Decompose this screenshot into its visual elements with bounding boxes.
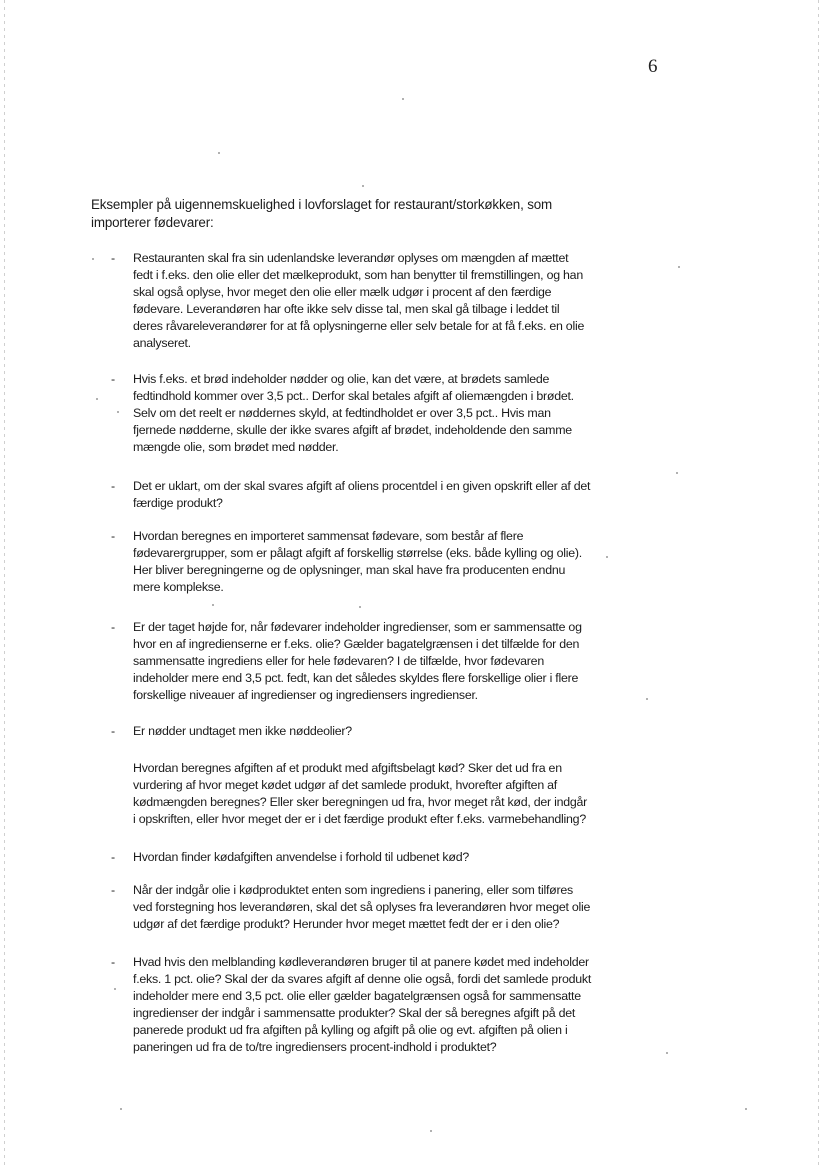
list-item-text: Hvad hvis den melblanding kødleverandøren bruger til at panere kødet med indeholder f.eks. 1 pct. olie? Skal der da svares afgift af denne olie også, fordi det samlede produkt indeholder mere end 3,5 pct. olie eller gælder bagatelgrænsen også for sammensatte ingredienser der indgår i sammensatte produkter? Skal der så beregnes afgift på det panerede produkt ud fra afgiften på kylling og afgift på olie og evt. afgiften på olien i paneringen ud fra de to/tre ingrediensers procent-indhold i produktet? bbox=[133, 955, 592, 1054]
list-item-text: Det er uklart, om der skal svares afgift af oliens procentdel i en given opskrift eller af det færdige produkt? bbox=[133, 479, 591, 510]
scan-speck bbox=[359, 606, 361, 608]
list-item-text: Hvordan finder kødafgiften anvendelse i forhold til udbenet kød? bbox=[133, 850, 469, 864]
bullet-dash: - bbox=[111, 251, 115, 265]
list-item-text: Når der indgår olie i kødproduktet enten som ingrediens i panering, eller som tilføres ved forstegning hos leverandøren, skal det så oplyses fra leverandøren hvor meget olie udgør af det færdige produkt? Herunder hvor meget mættet fedt der er i den olie? bbox=[133, 883, 591, 931]
scan-speck bbox=[362, 185, 364, 187]
document-heading: Eksempler på uigennemskuelighed i lovforslaget for restaurant/storkøkken, som importerer fødevarer: bbox=[91, 197, 553, 230]
list-item bbox=[133, 760, 591, 828]
list-item bbox=[111, 250, 591, 352]
bullet-dash: - bbox=[111, 850, 115, 864]
scan-speck bbox=[666, 1052, 668, 1054]
list-item bbox=[111, 371, 591, 456]
list-item bbox=[111, 619, 591, 704]
list-item-text: Er nødder undtaget men ikke nøddeolier? bbox=[133, 724, 352, 738]
scan-speck bbox=[212, 604, 214, 606]
scan-speck bbox=[676, 472, 678, 474]
scan-speck bbox=[430, 1130, 432, 1132]
list-item-text: Er der taget højde for, når fødevarer indeholder ingredienser, som er sammensatte og hvor en af ingredienserne er f.eks. olie? Gælder bagatelgrænsen i det tilfælde for den sammensatte ingrediens eller for hele fødevaren? I de tilfælde, hvor fødevaren indeholder mere end 3,5 pct. fedt, kan det således skyldes flere forskellige olier i flere forskellige niveauer af ingredienser og ingrediensers ingredienser. bbox=[133, 620, 582, 702]
list-item bbox=[111, 478, 591, 512]
page-number: 6 bbox=[648, 56, 658, 77]
scan-speck bbox=[120, 1108, 122, 1110]
scan-edge-right bbox=[818, 0, 819, 1168]
list-item bbox=[111, 954, 592, 1056]
list-item-text: Hvordan beregnes afgiften af et produkt med afgiftsbelagt kød? Sker det ud fra en vurdering af hvor meget kødet udgør af det samlede produkt, hvorefter afgiften af kødmængden beregnes? Eller sker beregningen ud fra, hvor meget råt kød, der indgår i opskriften, eller hvor meget der er i det færdige produkt efter f.eks. varmebehandling? bbox=[133, 761, 588, 826]
bullet-dash: - bbox=[111, 883, 115, 897]
scan-speck bbox=[646, 698, 648, 700]
scan-speck bbox=[678, 266, 680, 268]
scan-speck bbox=[117, 411, 119, 413]
scan-edge-left bbox=[4, 0, 5, 1168]
list-item bbox=[111, 849, 591, 866]
scan-speck bbox=[92, 258, 94, 260]
scan-speck bbox=[114, 988, 116, 990]
list-item bbox=[111, 882, 591, 933]
bullet-dash: - bbox=[111, 529, 115, 543]
bullet-dash: - bbox=[111, 479, 115, 493]
scan-speck bbox=[218, 152, 220, 154]
list-item bbox=[111, 723, 591, 740]
bullet-dash: - bbox=[111, 724, 115, 738]
scan-speck bbox=[745, 1108, 747, 1110]
list-item bbox=[111, 528, 591, 596]
scan-speck bbox=[402, 98, 404, 100]
scan-speck bbox=[96, 398, 98, 400]
list-item-text: Restauranten skal fra sin udenlandske leverandør oplyses om mængden af mættet fedt i f.eks. den olie eller det mælkeprodukt, som han benytter til fremstillingen, og han skal også oplyse, hvor meget den olie eller mælk udgør i procent af den færdige fødevare. Leverandøren har ofte ikke selv disse tal, men skal gå tilbage i leddet til deres råvareleverandører for at få oplysningerne eller selv betale for at få f.eks. en olie analyseret. bbox=[133, 251, 585, 350]
bullet-dash: - bbox=[111, 620, 115, 634]
list-item-text: Hvis f.eks. et brød indeholder nødder og olie, kan det være, at brødets samlede fedtindhold kommer over 3,5 pct.. Derfor skal betales afgift af oliemængden i brødet. Selv om det reelt er nøddernes skyld, at fedtindholdet er over 3,5 pct.. Hvis man fjernede nødderne, skulle der ikke svares afgift af brødet, indeholdende den samme mængde olie, som brødet med nødder. bbox=[133, 372, 574, 454]
bullet-dash: - bbox=[111, 955, 115, 969]
bullet-dash: - bbox=[111, 372, 115, 386]
scan-speck bbox=[606, 556, 608, 558]
list-item-text: Hvordan beregnes en importeret sammensat fødevare, som består af flere fødevarergrupper, som er pålagt afgift af forskellig størrelse (eks. både kylling og olie). Her bliver beregningerne og de oplysninger, man skal have fra producenten endnu mere komplekse. bbox=[133, 529, 582, 594]
